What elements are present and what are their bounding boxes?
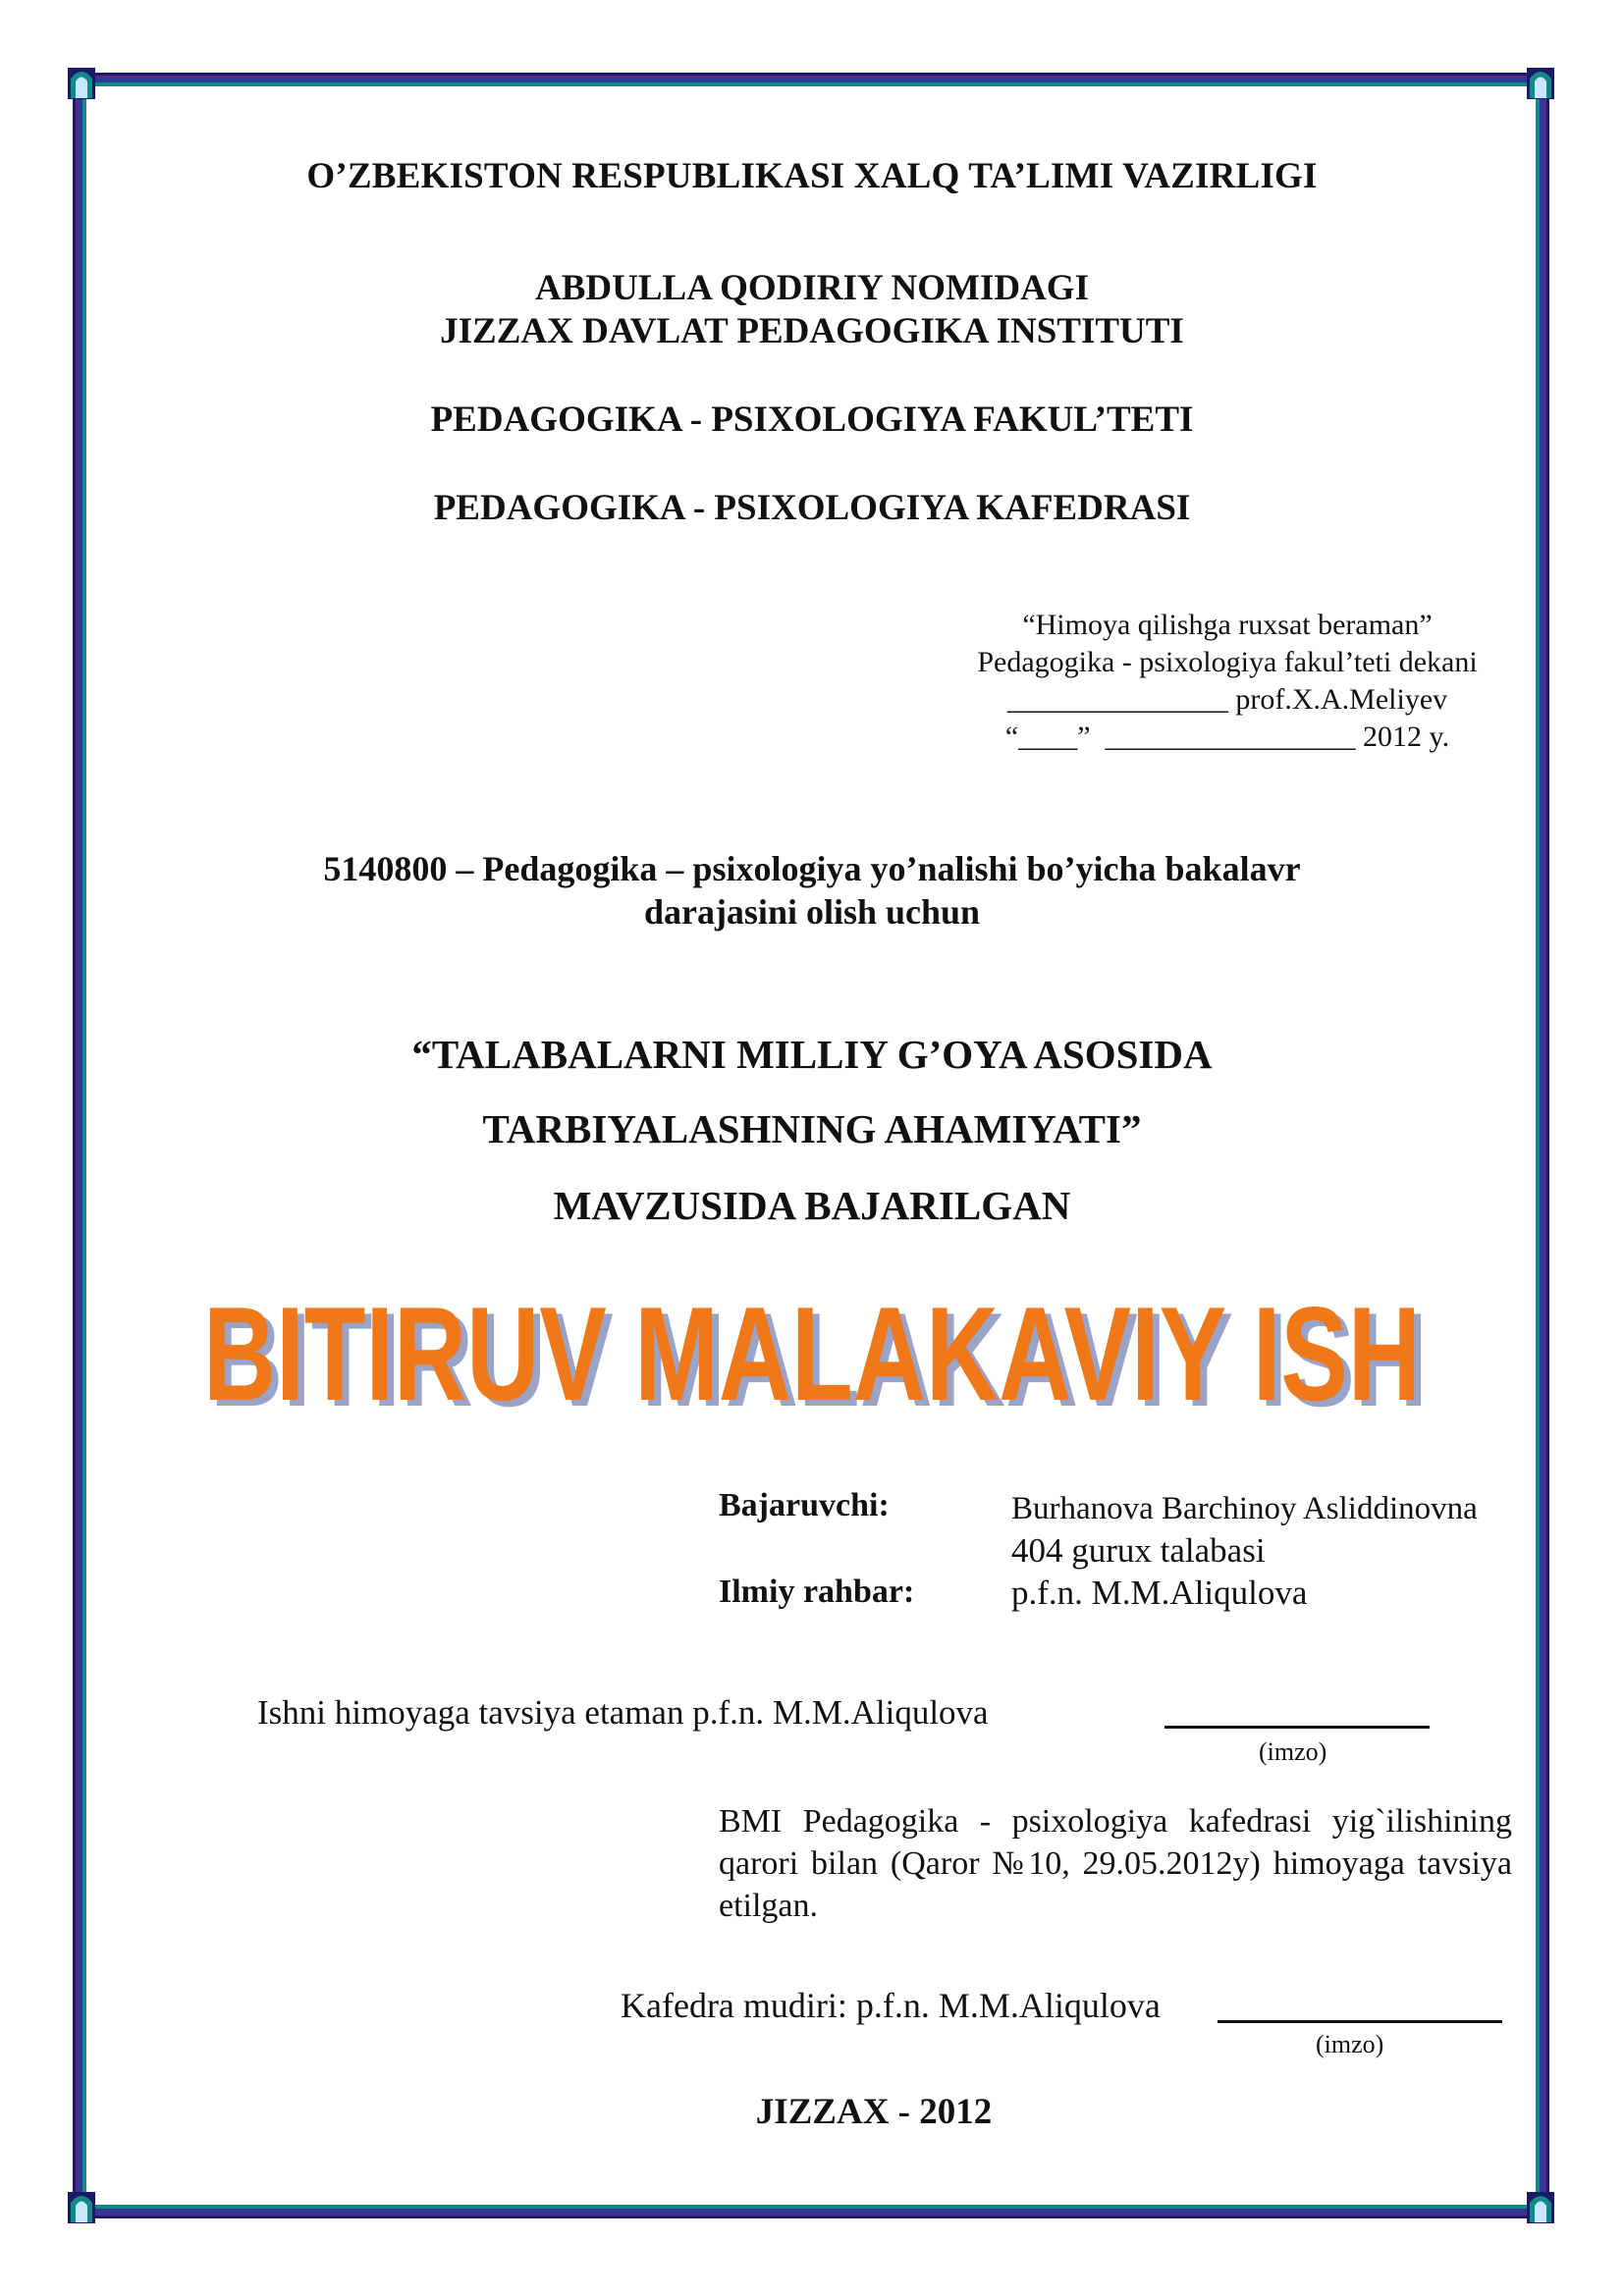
signature-line: [1218, 2020, 1502, 2023]
institute-name-line2: JIZZAX DAVLAT PEDAGOGIKA INSTITUTI: [440, 311, 1184, 351]
performer-name: Burhanova Barchinoy Asliddinovna: [1011, 1491, 1478, 1526]
performer-group: 404 gurux talabasi: [1011, 1531, 1266, 1570]
border-corner-ornament: [67, 2191, 96, 2224]
ministry-heading: O’ZBEKISTON RESPUBLIKASI XALQ TA’LIMI VAZIRLIGI: [306, 156, 1318, 196]
recommendation-text: Ishni himoyaga tavsiya etaman p.f.n. M.M.Aliqulova: [257, 1693, 989, 1732]
approval-line: Pedagogika - psixologiya fakul’teti dekani: [977, 646, 1478, 678]
approval-line: _______________ prof.X.A.Meliyev: [1006, 683, 1448, 716]
head-of-department: Kafedra mudiri: p.f.n. M.M.Aliqulova: [621, 1986, 1161, 2025]
topic-line1: “TALABALARNI MILLIY G’OYA ASOSIDA: [411, 1032, 1213, 1077]
border-corner-ornament: [67, 67, 96, 100]
work-title-shadow: BITIRUV MALAKAVIY ISH: [210, 1285, 1428, 1429]
topic-line3: MAVZUSIDA BAJARILGAN: [553, 1183, 1071, 1228]
specialty-line1: 5140800 – Pedagogika – psixologiya yo’nalishi bo’yicha bakalavr: [323, 849, 1301, 888]
work-title: [0, 1272, 1624, 1429]
supervisor-name: p.f.n. M.M.Aliqulova: [1011, 1574, 1308, 1612]
border-corner-ornament: [1526, 67, 1555, 100]
approval-line: “Himoya qilishga ruxsat beraman”: [1022, 609, 1433, 641]
performer-label: Bajaruvchi:: [719, 1487, 890, 1523]
institute-name-line1: ABDULLA QODIRIY NOMIDAGI: [535, 268, 1089, 308]
city-year: JIZZAX - 2012: [755, 2092, 993, 2132]
department-decision: BMI Pedagogika - psixologiya kafedrasi yig`ilishining qarori bilan (Qaror №10, 29.05.2012y) himoyaga tavsiya etilgan.: [719, 1803, 1512, 1924]
work-title-text: BITIRUV MALAKAVIY ISH: [203, 1279, 1421, 1428]
approval-block: [884, 607, 1571, 756]
signature-line: [1164, 1726, 1430, 1729]
approval-line: “____” _________________ 2012 y.: [1004, 721, 1450, 753]
department-heading: PEDAGOGIKA - PSIXOLOGIYA KAFEDRASI: [433, 488, 1191, 528]
signature-caption: (imzo): [1259, 1737, 1327, 1766]
specialty-line2: darajasini olish uchun: [643, 892, 981, 932]
border-top: [94, 73, 1528, 86]
border-bottom: [94, 2205, 1528, 2218]
signature-caption: (imzo): [1316, 2030, 1384, 2058]
topic-line2: TARBIYALASHNING AHAMIYATI”: [482, 1106, 1142, 1151]
faculty-heading: PEDAGOGIKA - PSIXOLOGIYA FAKUL’TETI: [430, 400, 1194, 440]
border-corner-ornament: [1526, 2191, 1555, 2224]
supervisor-label: Ilmiy rahbar:: [719, 1574, 915, 1610]
